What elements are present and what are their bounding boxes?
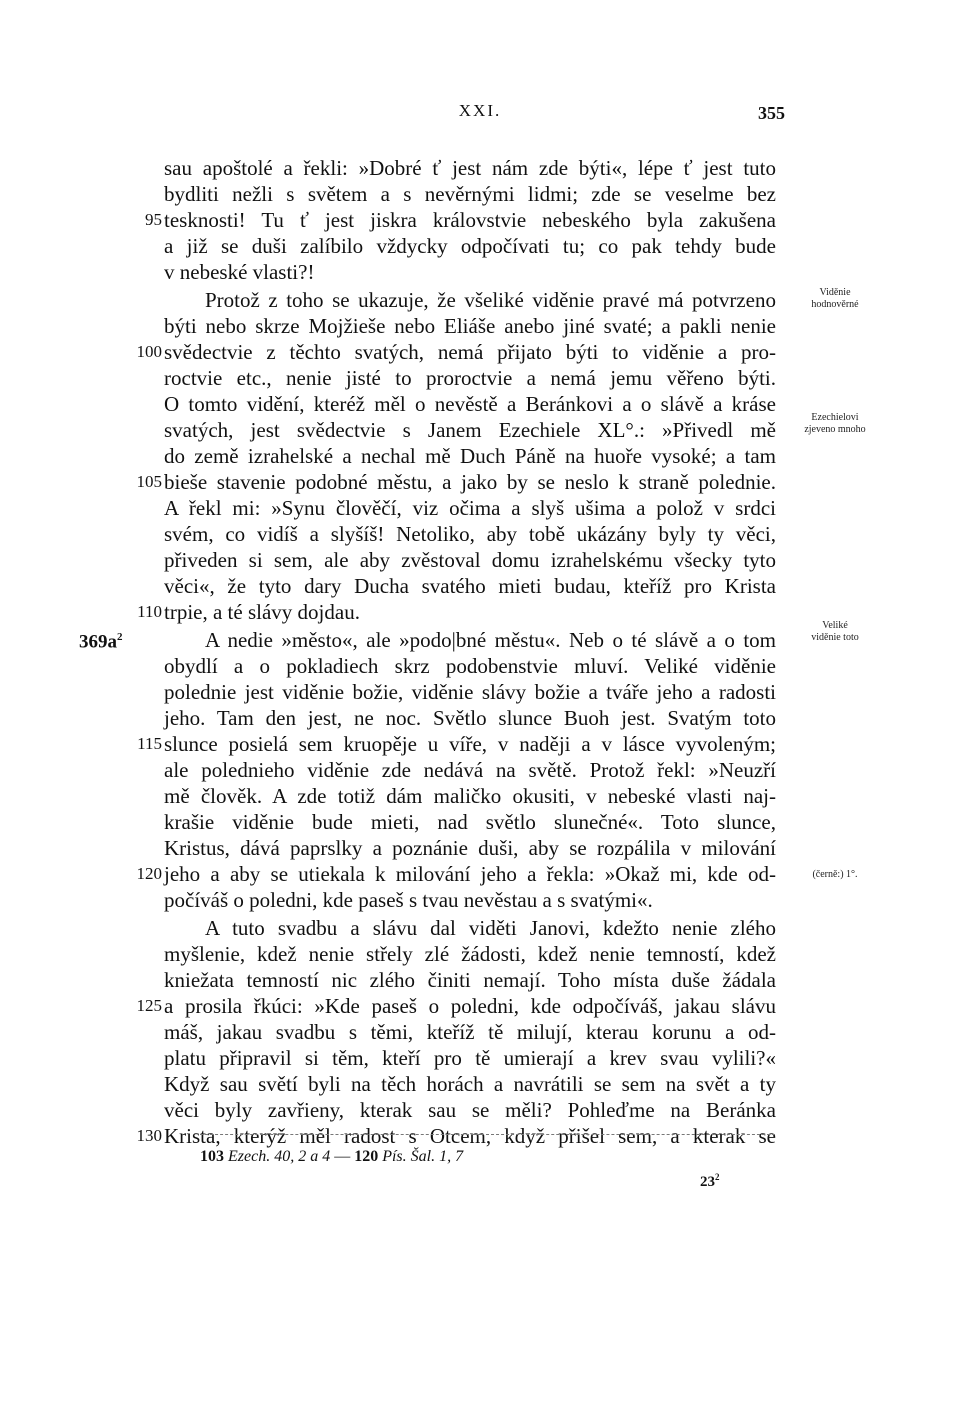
text-line: platu připravil si těm, kteří pro tě umierají a krev svau vylili?« <box>164 1046 776 1070</box>
margin-note-line: Ezechielovi <box>811 412 859 423</box>
text-line: myšlenie, kdež nenie střely zlé žádosti, kdež nenie temností, kdež <box>164 942 776 966</box>
text-line: věci«, že tyto dary Ducha svatého mieti budau, kteříž pro Krista <box>164 574 776 598</box>
margin-note <box>795 869 875 881</box>
text-line: Krista, kterýž měl radost s Otcem, když přišel sem, a kterak se <box>164 1124 776 1148</box>
text-line: jeho. Tam den jest, ne noc. Světlo slunce Buoh jest. Svatým toto <box>164 706 776 730</box>
margin-note <box>795 412 875 436</box>
running-head: XXI. <box>458 101 502 120</box>
text-line: sau apoštolé a řekli: »Dobré ť jest nám zde býti«, lépe ť jest tuto <box>164 156 776 180</box>
footnote-reference: Pís. Šal. 1, 7 <box>382 1148 464 1165</box>
text-line: A tuto svadbu a slávu dal viděti Janovi, kdežto nenie zlého <box>205 916 776 940</box>
text-line: kniežata temností nic zlého činiti nemají. Toho místa duše žádala <box>164 968 776 992</box>
text-line: svém, co vidíš a slyšíš! Netoliko, aby tobě ukázány byly ty věci, <box>164 522 776 546</box>
text-line: máš, jakau svadbu s těmi, kteříž tě milují, kterau korunu a od- <box>164 1020 776 1044</box>
margin-note-line: Veliké <box>822 620 848 631</box>
text-line: býti nebo skrze Mojžieše nebo Eliáše anebo jiné svaté; a pakli nenie <box>164 314 776 338</box>
text-line: věci byly zavřieny, kterak sau se měli? Pohleďme na Beránka <box>164 1098 776 1122</box>
text-line: ale polednieho viděnie zde nedává na světě. Protož řekl: »Neuzří <box>164 758 776 782</box>
signature-superscript: 2 <box>715 1172 720 1182</box>
page-number: 355 <box>758 103 785 123</box>
margin-note-line: hodnověrné <box>811 299 859 310</box>
text-line: bieše stavenie podobné městu, a jako by se neslo k straně polednie. <box>164 470 776 494</box>
text-line: přiveden si sem, ale aby zvěstoval domu izrahelskému všecky tyto <box>164 548 776 572</box>
folio-superscript: 2 <box>117 631 123 643</box>
line-number: 105 <box>136 472 162 491</box>
text-line: a již se duši zalíbilo vždycky odpočívati tu; co pak tehdy bude <box>164 234 776 258</box>
text-line: slunce posielá sem kruopěje u víře, v naději a v lásce vyvoleným; <box>164 732 776 756</box>
text-line: O tomto vidění, kteréž měl o nevěstě a Beránkovi a o slávě a kráse <box>164 392 776 416</box>
line-number: 125 <box>136 996 162 1015</box>
footnote-rule <box>200 1134 775 1135</box>
folio-number: 369a <box>79 631 117 653</box>
margin-note-line: viděnie toto <box>811 632 859 643</box>
text-line: roctvie etc., nenie jisté to proroctvie a nemá jemu věřeno býti. <box>164 366 776 390</box>
margin-note <box>795 620 875 644</box>
margin-note-line: (černě:) 1°. <box>812 869 858 880</box>
footnote-dash: — <box>334 1148 351 1165</box>
margin-note-line: Viděnie <box>819 287 851 298</box>
text-line: jeho a aby se utiekala k milování jeho a řekla: »Okaž mi, kde od- <box>164 862 776 886</box>
line-number: 115 <box>137 734 162 753</box>
text-line: v nebeské vlasti?! <box>164 260 315 284</box>
text-line: A nedie »město«, ale »podo|bné městu«. Neb o té slávě a o tom <box>205 628 776 652</box>
text-line: A řekl mi: »Synu člověčí, viz očima a slyš ušima a polož v srdci <box>164 496 776 520</box>
text-line: Když sau světí byli na těch horách a navrátili se sem na svět a ty <box>164 1072 776 1096</box>
text-line: obydlí a o pokladiech skrz podobenstvie mluví. Veliké viděnie <box>164 654 776 678</box>
line-number: 120 <box>136 864 162 883</box>
text-line: tesknosti! Tu ť jest jiskra královstvie nebeského byla zakušena <box>164 208 776 232</box>
footnote-line-number: 103 <box>200 1148 224 1165</box>
margin-note-line: zjeveno mnoho <box>804 424 866 435</box>
text-line: Protož z toho se ukazuje, že všeliké viděnie pravé má potvrzeno <box>205 288 776 312</box>
text-line: počíváš o poledni, kde paseš s tvau nevěstau a s svatými«. <box>164 888 653 912</box>
line-number: 100 <box>136 342 162 361</box>
line-number: 95 <box>145 210 162 229</box>
folio-marker <box>79 624 123 655</box>
text-line: do země izrahelské a nechal mě Duch Páně na huoře vysoké; a tam <box>164 444 776 468</box>
signature-number: 23 <box>700 1174 715 1190</box>
text-line: a prosila řkúci: »Kde paseš o poledni, kde odpočíváš, jakau slávu <box>164 994 776 1018</box>
text-line: trpie, a té slávy dojdau. <box>164 600 360 624</box>
footnote <box>200 1148 463 1166</box>
footnote-reference: Ezech. 40, 2 a 4 <box>228 1148 331 1165</box>
line-number: 110 <box>137 602 162 621</box>
text-line: svatých, jest svědectvie s Janem Ezechiele XL°.: »Přivedl mě <box>164 418 776 442</box>
text-line: krašie viděnie bude mieti, nad světlo slunečné«. Toto slunce, <box>164 810 776 834</box>
line-number: 130 <box>136 1126 162 1145</box>
text-line: svědectvie z těchto svatých, nemá přijato býti to viděnie a pro- <box>164 340 776 364</box>
text-line: Kristus, dává paprslky a poznánie duši, aby se rozpálila v milování <box>164 836 776 860</box>
text-line: polednie jest viděnie božie, viděnie slávy božie a tváře jeho a radosti <box>164 680 776 704</box>
footnote-line-number: 120 <box>354 1148 379 1165</box>
text-line: mě člověk. A zde totiž dám maličko okusiti, v nebeské vlasti naj- <box>164 784 776 808</box>
text-line: bydliti nežli s světem a s nevěrnými lidmi; zde se veselme bez <box>164 182 776 206</box>
margin-note <box>795 287 875 311</box>
sheet-signature <box>700 1172 720 1191</box>
